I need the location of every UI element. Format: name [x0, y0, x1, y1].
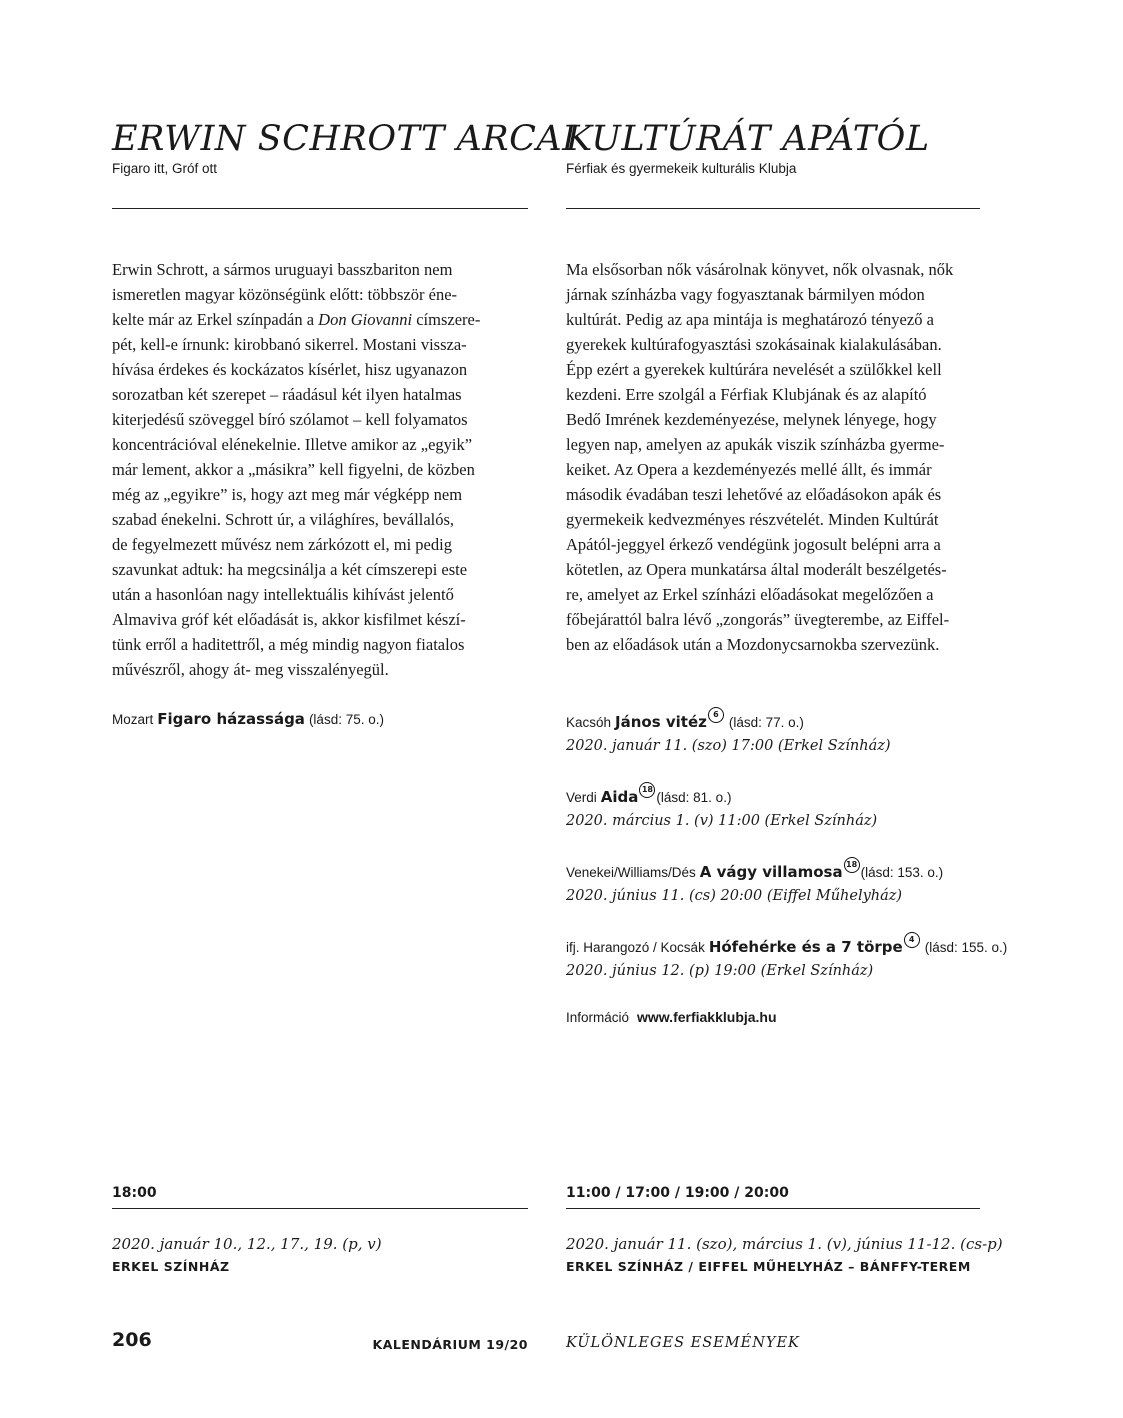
text-line: kezdeni. Erre szolgál a Férfiak Klubjának és az alapító: [566, 385, 927, 404]
text-line: Erwin Schrott, a sármos uruguayi basszbariton nem: [112, 260, 453, 279]
event-heading: [566, 932, 1008, 960]
event-composer: Mozart: [112, 712, 154, 727]
text-line: kiterjedésű szöveggel bíró szólamot – kell folyamatos: [112, 410, 468, 429]
text-segment: címszere-: [412, 310, 481, 329]
event-ref: (lásd: 75. o.): [308, 712, 384, 727]
right-date: 2020. január 11. (szo), március 1. (v), június 11-12. (cs-p): [566, 1235, 1003, 1253]
age-rating-badge: 18: [639, 782, 655, 798]
event-ref: (lásd: 77. o.): [728, 715, 804, 730]
right-header-rule: [566, 208, 980, 209]
event-composer: Venekei/Williams/Dés: [566, 865, 696, 880]
text-line: ismeretlen magyar közönségünk előtt: többször éne-: [112, 285, 458, 304]
text-line: kötetlen, az Opera munkatársa által moderált beszélgetés-: [566, 560, 947, 579]
event-heading: [566, 782, 980, 810]
page-number: 206: [112, 1329, 152, 1351]
text-line: pét, kell-e írnunk: kirobbanó sikerrel. Mostani vissza-: [112, 335, 467, 354]
info-label: Információ: [566, 1010, 630, 1025]
event-work: János vitéz: [615, 713, 707, 731]
left-article-text: [112, 257, 528, 682]
text-line: második évadában teszi lehetővé az előadásokon apák és: [566, 485, 942, 504]
event-heading: [566, 857, 980, 885]
event-composer: ifj. Harangozó / Kocsák: [566, 940, 705, 955]
right-venue: ERKEL SZÍNHÁZ / EIFFEL MŰHELYHÁZ – BÁNFFY-TEREM: [566, 1259, 971, 1274]
text-line: kultúrát. Pedig az apa mintája is meghatározó tényező a: [566, 310, 934, 329]
left-schedule-details: [112, 1235, 528, 1274]
text-line: Almaviva gróf két előadását is, akkor kisfilmet készí-: [112, 610, 466, 629]
text-line: még az „egyikre” is, hogy azt meg már végképp nem: [112, 485, 463, 504]
right-subtitle: Férfiak és gyermekeik kulturális Klubja: [566, 161, 797, 176]
info-line: [566, 1005, 980, 1030]
event-ref: (lásd: 153. o.): [860, 865, 944, 880]
text-line: re, amelyet az Erkel színházi előadásokat megelőzően a: [566, 585, 934, 604]
text-line: járnak színházba vagy fogyasztanak bármilyen módon: [566, 285, 925, 304]
event-work: Figaro házassága: [157, 710, 305, 728]
text-line: keiket. Az Opera a kezdeményezés mellé állt, és immár: [566, 460, 932, 479]
right-schedule: [566, 1185, 980, 1201]
event-item: [566, 857, 980, 932]
right-header: [566, 118, 980, 178]
left-date: 2020. január 10., 12., 17., 19. (p, v): [112, 1235, 382, 1253]
text-line: hívása érdekes és kockázatos kísérlet, hisz ugyanazon: [112, 360, 468, 379]
right-schedule-details: [566, 1235, 1003, 1274]
text-line: már lement, akkor a „másikra” kell figyelni, de közben: [112, 460, 475, 479]
age-rating-badge: 18: [844, 857, 860, 873]
text-line: Apától-jeggyel érkező vendégünk jogosult belépni arra a: [566, 535, 941, 554]
info-link[interactable]: www.ferfiakklubja.hu: [637, 1009, 777, 1025]
text-line: szavunkat adtuk: ha megcsinálja a két címszerepi este: [112, 560, 468, 579]
left-header-rule: [112, 208, 528, 209]
text-line: főbejárattól balra lévő „zongorás” üvegterembe, az Eiffel-: [566, 610, 950, 629]
text-line: szabad énekelni. Schrott úr, a világhíres, bevállalós,: [112, 510, 455, 529]
left-body: [112, 257, 528, 682]
right-title: KULTÚRÁT APÁTÓL: [566, 119, 930, 159]
publication-name: KALENDÁRIUM 19/20: [372, 1337, 528, 1352]
text-line: legyen nap, amelyen az apukák viszik színházba gyerme-: [566, 435, 945, 454]
text-line: Bedő Imrének kezdeményezése, melynek lényege, hogy: [566, 410, 937, 429]
event-item: [566, 932, 1008, 1007]
right-events: [566, 707, 1008, 1030]
text-line: gyermekeik kedvezményes részvételét. Minden Kultúrát: [566, 510, 939, 529]
text-line: de fegyelmezett művész nem zárkózott el, mi pedig: [112, 535, 452, 554]
text-line: Épp ezért a gyerekek kultúrára nevelését a szülőkkel kell: [566, 360, 942, 379]
event-ref: (lásd: 155. o.): [924, 940, 1008, 955]
text-line: tünk erről a haditettről, a még mindig nagyon fiatalos: [112, 635, 465, 654]
right-body: [566, 257, 980, 657]
left-schedule-rule: [112, 1208, 528, 1209]
text-line: sorozatban két szerepet – ráadásul két ilyen hatalmas: [112, 385, 462, 404]
event-composer: Kacsóh: [566, 715, 612, 730]
event-item: [566, 707, 980, 782]
left-title: ERWIN SCHROTT ARCAI: [112, 119, 577, 159]
event-date: 2020. március 1. (v) 11:00 (Erkel Színház): [566, 813, 878, 829]
text-line: után a hasonlóan nagy intellektuális kihívást jelentő: [112, 585, 454, 604]
text-line: koncentrációval elénekelnie. Illetve amikor az „egyik”: [112, 435, 473, 454]
text-line: Ma elsősorban nők vásárolnak könyvet, nők olvasnak, nők: [566, 260, 954, 279]
age-rating-badge: 4: [904, 932, 920, 948]
event-date: 2020. június 11. (cs) 20:00 (Eiffel Műhelyház): [566, 888, 903, 904]
right-time: 11:00 / 17:00 / 19:00 / 20:00: [566, 1185, 789, 1201]
opera-title-italic: Don Giovanni: [318, 310, 413, 329]
left-event: [112, 707, 528, 732]
section-name: KÜLÖNLEGES ESEMÉNYEK: [566, 1335, 800, 1351]
event-ref: (lásd: 81. o.): [656, 790, 732, 805]
age-rating-badge: 6: [708, 707, 724, 723]
event-work: A vágy villamosa: [699, 863, 843, 881]
text-line: művészről, ahogy át- meg visszalényegül.: [112, 660, 389, 679]
event-work: Aida: [600, 788, 639, 806]
left-venue: ERKEL SZÍNHÁZ: [112, 1259, 230, 1274]
event-work: Hófehérke és a 7 törpe: [708, 938, 903, 956]
event-date: 2020. január 11. (szo) 17:00 (Erkel Színház): [566, 738, 891, 754]
text-line: ben az előadások után a Mozdonycsarnokba szervezünk.: [566, 635, 940, 654]
left-time: 18:00: [112, 1185, 157, 1201]
event-item: [566, 782, 980, 857]
text-line: gyerekek kultúrafogyasztási szokásainak kialakulásában.: [566, 335, 942, 354]
text-segment: kelte már az Erkel színpadán a: [112, 310, 319, 329]
event-date: 2020. június 12. (p) 19:00 (Erkel Színház): [566, 963, 874, 979]
event-heading: [112, 707, 528, 732]
right-article-text: [566, 257, 980, 657]
text-line: [112, 307, 528, 332]
event-heading: [566, 707, 980, 735]
event-composer: Verdi: [566, 790, 597, 805]
left-header: [112, 118, 577, 178]
left-subtitle: Figaro itt, Gróf ott: [112, 161, 218, 176]
left-schedule: [112, 1185, 528, 1201]
right-schedule-rule: [566, 1208, 980, 1209]
